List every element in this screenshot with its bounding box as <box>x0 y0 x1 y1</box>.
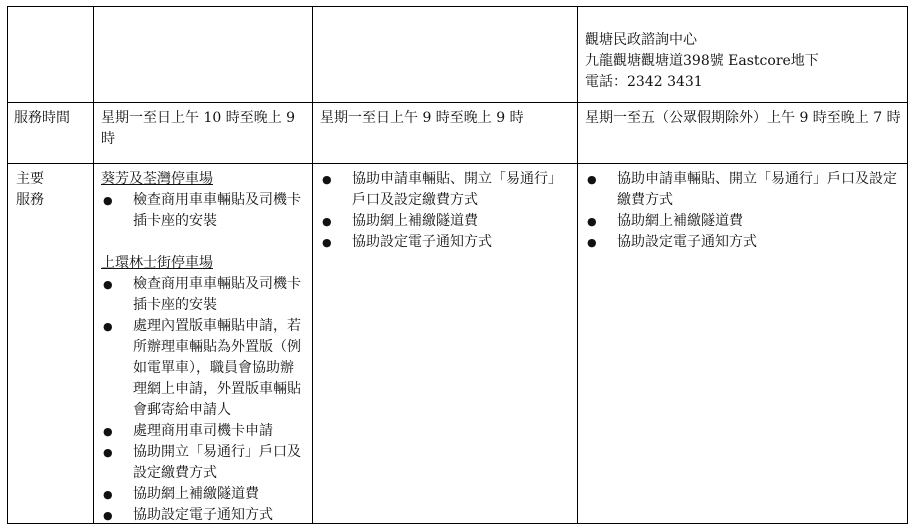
list-item: ● 協助網上補繳隧道費 <box>101 484 307 505</box>
hours-col1: 星期一至日上午 10 時至晚上 9 時 <box>101 110 296 147</box>
table-border-left <box>7 6 8 524</box>
hours-col3: 星期一至五（公眾假期除外）上午 9 時至晚上 7 時 <box>585 110 901 126</box>
bullet-icon: ● <box>322 173 332 186</box>
office-info <box>585 30 901 93</box>
service-list <box>320 169 572 253</box>
group-title-kwai-fong: 葵芳及荃灣停車場 <box>101 171 213 187</box>
table-border-right <box>907 6 908 524</box>
services-label <box>16 169 86 211</box>
bullet-icon: ● <box>587 173 597 186</box>
services-label-line2: 服務 <box>16 192 44 208</box>
list-item: ● 協助開立「易通行」戶口及設定繳費方式 <box>103 444 301 481</box>
bullet-icon: ● <box>103 509 113 522</box>
service-list <box>585 169 903 253</box>
table-divider-3 <box>577 6 578 524</box>
services-col2 <box>320 169 572 253</box>
service-list <box>101 190 307 232</box>
list-item: ● 協助申請車輛貼、開立「易通行」戶口及設定繳費方式 <box>322 171 562 208</box>
services-col3 <box>585 169 903 253</box>
bullet-icon: ● <box>103 320 113 333</box>
bullet-icon: ● <box>103 488 113 501</box>
office-phone: 電話：2342 3431 <box>585 74 703 90</box>
list-item: ● 協助設定電子通知方式 <box>101 505 307 526</box>
bullet-icon: ● <box>103 278 113 291</box>
services-label-line1: 主要 <box>16 171 44 187</box>
hours-label: 服務時間 <box>14 110 70 126</box>
table-divider-1 <box>93 6 94 524</box>
group-title-sheung-wan: 上環林士街停車場 <box>101 255 213 271</box>
bullet-icon: ● <box>587 236 597 249</box>
list-item: ● 檢查商用車車輛貼及司機卡插卡座的安裝 <box>103 192 301 229</box>
list-item: ● 處理內置版車輛貼申請，若所辦理車輛貼為外置版（例如電單車），職員會協助辦理網上申請，外置版車輛貼會郵寄給申請人 <box>103 318 301 418</box>
table-row-divider-2 <box>7 163 908 164</box>
list-item: ● 協助網上補繳隧道費 <box>320 211 572 232</box>
bullet-icon: ● <box>322 236 332 249</box>
table-row-divider-1 <box>7 102 908 103</box>
bullet-icon: ● <box>103 194 113 207</box>
bullet-icon: ● <box>587 215 597 228</box>
list-item: ● 協助申請車輛貼、開立「易通行」戶口及設定繳費方式 <box>587 171 897 208</box>
services-col1 <box>101 169 307 526</box>
bullet-icon: ● <box>322 215 332 228</box>
table-border-top <box>7 6 908 7</box>
service-list <box>101 274 307 526</box>
list-item: ● 處理商用車司機卡申請 <box>101 421 307 442</box>
list-item: ● 協助設定電子通知方式 <box>320 232 572 253</box>
hours-col2: 星期一至日上午 9 時至晚上 9 時 <box>320 110 524 126</box>
bullet-icon: ● <box>103 446 113 459</box>
office-address: 九龍觀塘觀塘道398號 Eastcore地下 <box>585 53 819 69</box>
list-item: ● 協助網上補繳隧道費 <box>585 211 903 232</box>
bullet-icon: ● <box>103 425 113 438</box>
list-item: ● 檢查商用車車輛貼及司機卡插卡座的安裝 <box>103 276 301 313</box>
list-item: ● 協助設定電子通知方式 <box>585 232 903 253</box>
office-name: 觀塘民政諮詢中心 <box>585 32 697 48</box>
table-divider-2 <box>312 6 313 524</box>
